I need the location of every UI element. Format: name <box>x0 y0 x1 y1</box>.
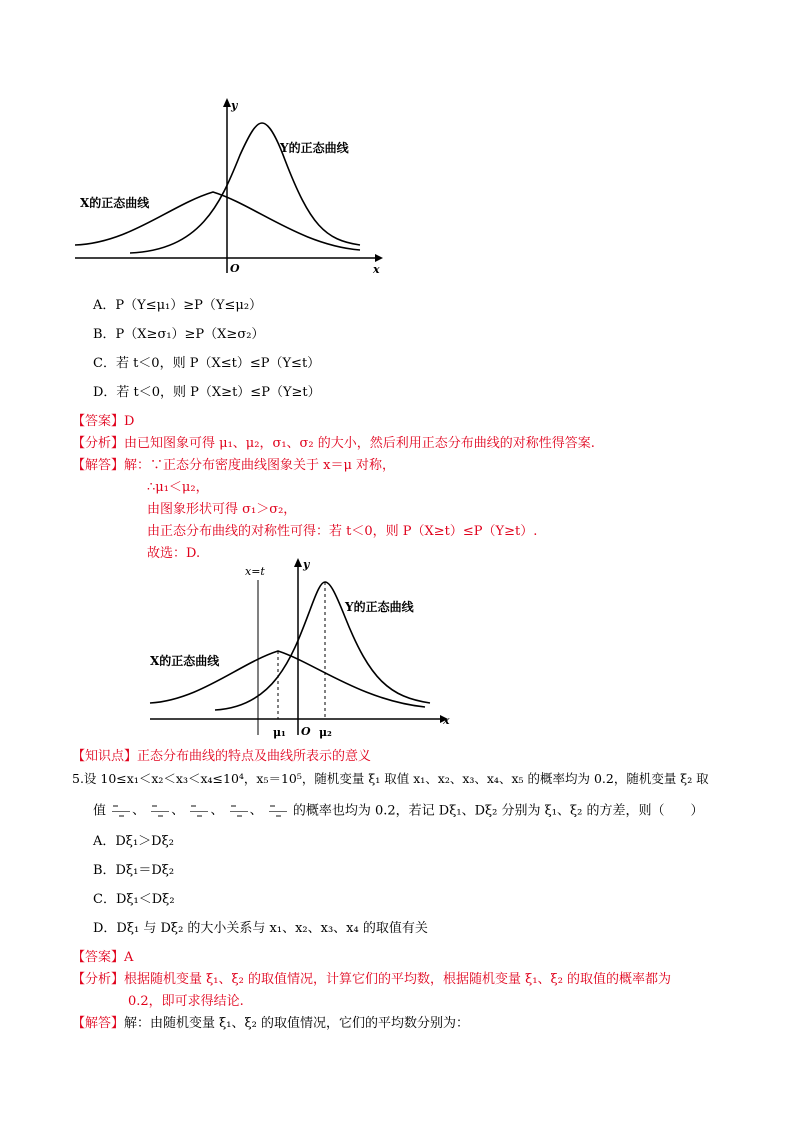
q4-option-d: D．若 t＜0，则 P（X≥t）≤P（Y≥t） <box>93 385 321 400</box>
fraction-3 <box>188 804 210 818</box>
normal-curves-figure-annotated <box>145 555 460 740</box>
q5-option-a: A．Dξ₁＞Dξ₂ <box>93 834 174 849</box>
y-axis-label: y <box>303 558 310 571</box>
stem-prefix: 值 <box>93 803 107 819</box>
knowledge-text: 正态分布曲线的特点及曲线所表示的意义 <box>137 749 372 764</box>
y-curve-label: Y的正态曲线 <box>280 141 349 155</box>
fraction-2 <box>149 804 171 818</box>
q4-option-c: C．若 t＜0，则 P（X≤t）≤P（Y≤t） <box>93 356 321 371</box>
y-axis-arrow <box>223 98 231 107</box>
q5-stem-line-2 <box>93 802 704 821</box>
q4-solution-line-2: ∴μ₁＜μ₂， <box>147 480 209 495</box>
answer-tag: 【答案】 <box>72 414 125 429</box>
analysis-tag: 【分析】 <box>72 972 125 987</box>
knowledge-point <box>72 748 371 766</box>
solution-text: 解：∵正态分布密度曲线图象关于 x＝μ 对称， <box>124 458 396 473</box>
analysis-tag: 【分析】 <box>72 436 125 451</box>
q5-stem-line-1: 5.设 10≤x₁＜x₂＜x₃＜x₄≤10⁴，x₅＝10⁵，随机变量 ξ₁ 取值 x₁、x₂、x₃、x₄、x₅ 的概率均为 0.2，随机变量 ξ₂ 取 <box>72 771 709 786</box>
fraction-4 <box>228 804 250 818</box>
q5-option-c: C．Dξ₁＜Dξ₂ <box>93 892 175 907</box>
x-curve-label: X的正态曲线 <box>150 654 220 668</box>
knowledge-tag: 【知识点】 <box>72 749 138 764</box>
x-axis-label: x <box>373 263 380 275</box>
q5-solution <box>72 1015 469 1033</box>
solution-text: 解：由随机变量 ξ₁、ξ₂ 的取值情况，它们的平均数分别为： <box>124 1016 470 1031</box>
q4-analysis <box>72 435 595 453</box>
stem-suffix: 的概率也均为 0.2，若记 Dξ₁、Dξ₂ 分别为 ξ₁、ξ₂ 的方差，则（ ） <box>292 803 704 819</box>
origin-label: O <box>230 262 240 275</box>
x-curve-label: X的正态曲线 <box>80 196 150 210</box>
answer-value: A <box>124 950 134 965</box>
x-eq-t-label: x=t <box>245 565 265 578</box>
y-curve-label: Y的正态曲线 <box>345 600 414 614</box>
q5-analysis-line-1 <box>72 971 671 989</box>
x-axis-arrow <box>375 254 383 262</box>
analysis-text: 根据随机变量 ξ₁、ξ₂ 的取值情况，计算它们的平均数，根据随机变量 ξ₁、ξ₂ 的取值的概率都为 <box>124 972 672 987</box>
answer-tag: 【答案】 <box>72 950 125 965</box>
fraction-5 <box>267 804 289 818</box>
q4-option-a: A．P（Y≤μ₁）≥P（Y≤μ₂） <box>93 298 263 313</box>
mu1-label: μ₁ <box>273 726 286 739</box>
q5-analysis-line-2: 0.2，即可求得结论. <box>128 994 244 1009</box>
y-axis-arrow <box>294 558 302 567</box>
solution-tag: 【解答】 <box>72 1016 125 1031</box>
answer-value: D <box>124 414 135 429</box>
q4-answer <box>72 413 134 431</box>
fraction-list: 、 、 、 、 <box>110 802 289 820</box>
solution-tag: 【解答】 <box>72 458 125 473</box>
mu2-label: μ₂ <box>319 726 332 739</box>
q4-solution-line-1 <box>72 457 395 475</box>
q5-option-b: B．Dξ₁＝Dξ₂ <box>93 863 175 878</box>
x-axis-label: x <box>443 714 450 727</box>
y-axis-label: y <box>231 99 238 112</box>
analysis-text: 由已知图象可得 μ₁、μ₂，σ₁、σ₂ 的大小，然后利用正态分布曲线的对称性得答案. <box>124 436 595 451</box>
q5-option-d: D．Dξ₁ 与 Dξ₂ 的大小关系与 x₁、x₂、x₃、x₄ 的取值有关 <box>93 921 428 936</box>
q4-option-b: B．P（X≥σ₁）≥P（X≥σ₂） <box>93 327 265 342</box>
q4-solution-line-3: 由图象形状可得 σ₁＞σ₂， <box>147 502 297 517</box>
q4-solution-line-5: 故选：D. <box>147 546 201 561</box>
origin-label: O <box>301 725 311 738</box>
normal-curves-figure <box>70 95 390 275</box>
fraction-1 <box>110 804 132 818</box>
q4-solution-line-4: 由正态分布曲线的对称性可得：若 t＜0，则 P（X≥t）≤P（Y≥t）. <box>147 524 538 539</box>
q5-answer <box>72 949 133 967</box>
